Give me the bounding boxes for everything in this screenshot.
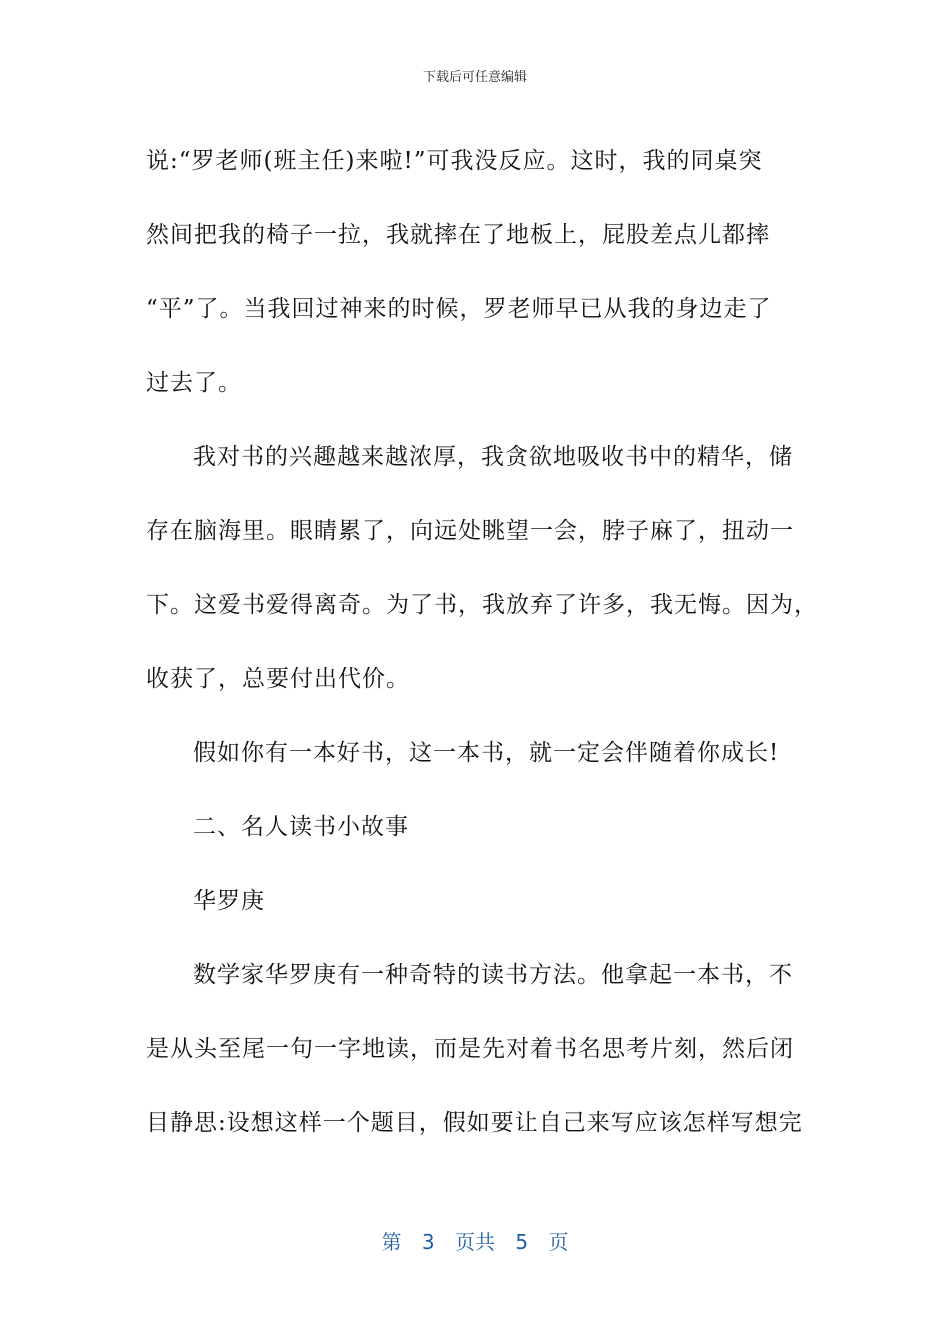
- paragraph-start-line: 假如你有一本好书，这一本书，就一定会伴随着你成长!: [193, 740, 780, 766]
- section-heading: 二、名人读书小故事: [193, 814, 409, 840]
- body-line: “平”了。当我回过神来的时候，罗老师早已从我的身边走了: [146, 296, 772, 322]
- body-line: 然间把我的椅子一拉，我就摔在了地板上，屁股差点儿都摔: [146, 222, 770, 248]
- subsection-heading: 华罗庚: [193, 888, 265, 914]
- footer-total-pages: 5: [515, 1230, 529, 1254]
- footer-middle: 页共: [455, 1230, 495, 1254]
- page-header-note: 下载后可任意编辑: [422, 70, 527, 85]
- footer-prefix: 第: [381, 1230, 402, 1254]
- body-line: 收获了，总要付出代价。: [146, 666, 410, 692]
- body-line: 是从头至尾一句一字地读，而是先对着书名思考片刻，然后闭: [146, 1036, 794, 1062]
- footer-current-page: 3: [421, 1230, 435, 1254]
- body-line: 说:“罗老师(班主任)来啦!”可我没反应。这时，我的同桌突: [146, 148, 763, 174]
- page-footer: [0, 1226, 950, 1255]
- document-body: [146, 124, 816, 1160]
- paragraph-start-line: 我对书的兴趣越来越浓厚，我贪欲地吸收书中的精华，储: [193, 444, 793, 470]
- body-line: 存在脑海里。眼睛累了，向远处眺望一会，脖子麻了，扭动一: [146, 518, 794, 544]
- body-line: 过去了。: [146, 370, 242, 396]
- body-line: 目静思:设想这样一个题目，假如要让自己来写应该怎样写想完: [146, 1110, 803, 1136]
- body-line: 下。这爱书爱得离奇。为了书，我放弃了许多，我无悔。因为，: [146, 592, 818, 618]
- footer-suffix: 页: [548, 1230, 569, 1254]
- paragraph-start-line: 数学家华罗庚有一种奇特的读书方法。他拿起一本书，不: [193, 962, 793, 988]
